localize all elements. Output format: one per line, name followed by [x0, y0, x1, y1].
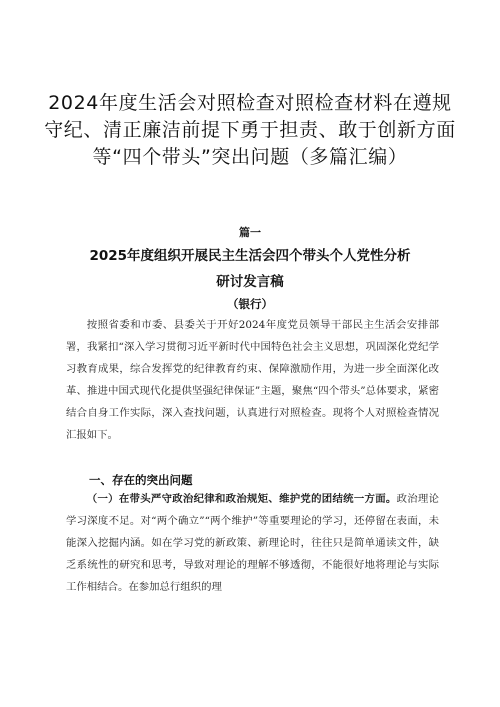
intro-paragraph: 按照省委和市委、县委关于开好2024年度党员领导干部民主生活会安排部署，我紧扣“深入学习贯彻习近平新时代中国特色社会主义思想，巩固深化党纪学习教育成果，综合发挥党的纪律教育约束、保障激励作用，为进一步全面深化改革、推进中国式现代化提供坚强纪律保证”主题，聚焦“四个带头”总体要求，紧密结合自身工作实际，深入查找问题，认真进行对照检查。现将个人对照检查情况汇报如下。 — [66, 319, 439, 441]
subtitle-line-1: 2025年度组织开展民主生活会四个带头个人党性分析 — [89, 248, 411, 264]
subsection-heading: （一）在带头严守政治纪律和政治规矩、维护党的团结统一方面。 — [86, 493, 397, 505]
subtitle-line-2: 研讨发言稿 — [216, 274, 284, 290]
part-label: 篇一 — [239, 226, 261, 239]
subsection-body: 政治理论学习深度不足。对“两个确立”“两个维护”等重要理论的学习，还停留在表面，未能深入挖掘内涵。如在学习党的新政策、新理论时，往往只是简单通读文件，缺乏系统性的研究和思考，导致对理论的理解不够透彻，不能很好地将理论与实际工作相结合。在参加总行组织的理 — [66, 493, 439, 593]
intro-paragraph-block — [66, 314, 439, 446]
organization-note: （银行） — [227, 297, 273, 311]
subsection-paragraph — [66, 488, 439, 598]
document-title: 2024年度生活会对照检查对照检查材料在遵规守纪、清正廉洁前提下勇于担责、敢于创新方面等“四个带头”突出问题（多篇汇编） — [44, 92, 456, 168]
subsection-block — [66, 488, 439, 598]
section-heading: 一、存在的突出问题 — [89, 473, 193, 487]
